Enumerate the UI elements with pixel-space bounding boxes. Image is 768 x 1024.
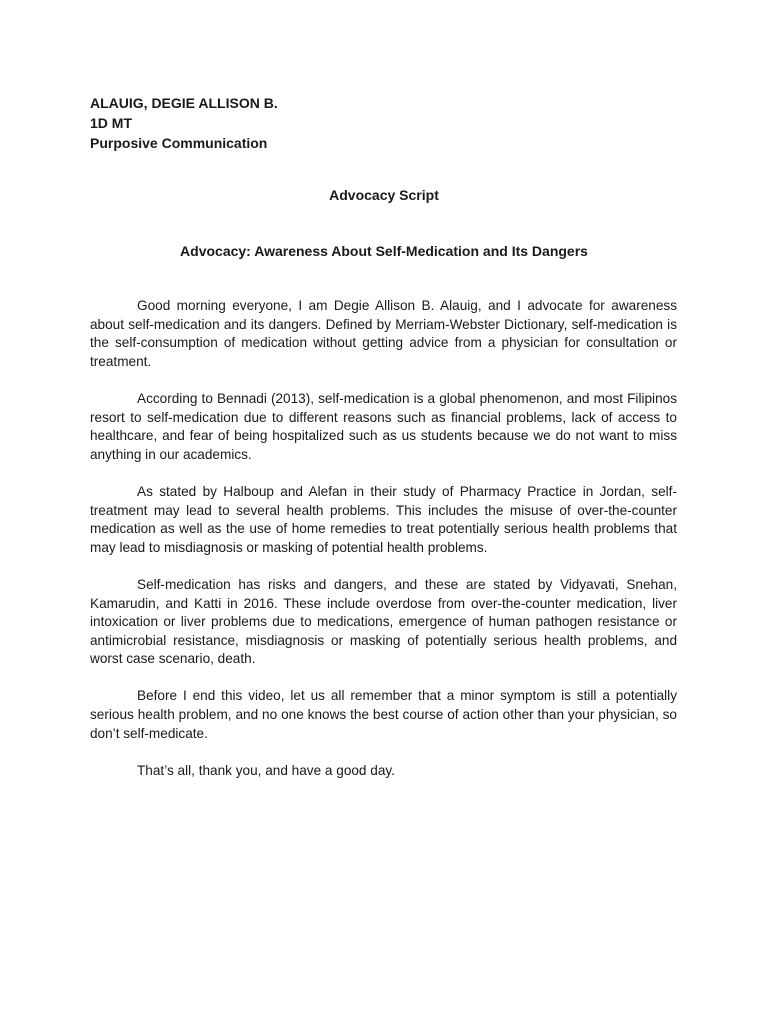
author-header xyxy=(90,93,278,153)
author-name: ALAUIG, DEGIE ALLISON B. xyxy=(90,95,278,111)
paragraph: Before I end this video, let us all remember that a minor symptom is still a potentially serious health problem, and no one knows the best course of action other than your physician, so don’t self-medicate. xyxy=(90,688,677,741)
paragraph: As stated by Halboup and Alefan in their study of Pharmacy Practice in Jordan, self-treatment may lead to several health problems. This includes the misuse of over-the-counter medication as well as the use of home remedies to treat potentially serious health problems that may lead to misdiagnosis or masking of potential health problems. xyxy=(90,483,677,555)
script-body xyxy=(90,297,677,799)
class-section: 1D MT xyxy=(90,115,132,131)
paragraph: Self-medication has risks and dangers, and these are stated by Vidyavati, Snehan, Kamarudin, and Katti in 2016. These include overdose from over-the-counter medication, liver intoxication or liver problems due to medications, emergence of human pathogen resistance or antimicrobial resistance, misdiagnosis or masking of potentially serious health problems, and worst case scenario, death. xyxy=(90,576,677,667)
advocacy-title: Advocacy: Awareness About Self-Medication and Its Dangers xyxy=(180,243,588,259)
paragraph: That’s all, thank you, and have a good day. xyxy=(137,762,395,778)
course-name: Purposive Communication xyxy=(90,135,268,151)
paragraph: Good morning everyone, I am Degie Allison B. Alauig, and I advocate for awareness about self-medication and its dangers. Defined by Merriam-Webster Dictionary, self-medication is the self-consumption of medication without getting advice from a physician for consultation or treatment. xyxy=(90,298,677,369)
paragraph: According to Bennadi (2013), self-medication is a global phenomenon, and most Filipinos resort to self-medication due to different reasons such as financial problems, lack of access to healthcare, and fear of being hospitalized such as us students because we do not want to miss anything in our academics. xyxy=(90,390,677,462)
document-title: Advocacy Script xyxy=(329,187,439,203)
